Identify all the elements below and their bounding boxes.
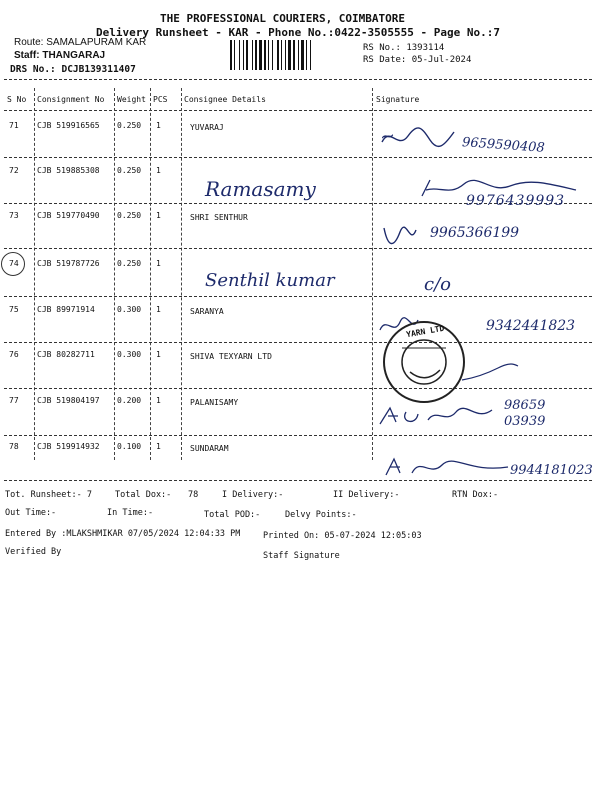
row-divider (4, 248, 592, 249)
handwritten-note: c/o (424, 274, 451, 295)
col-weight: Weight (117, 95, 146, 104)
row-weight: 0.250 (117, 166, 142, 175)
rs-number: RS No.: 1393114 (363, 43, 445, 53)
company-title: THE PROFESSIONAL COURIERS, COIMBATORE (160, 12, 406, 25)
row-consignee: SUNDARAM (190, 444, 229, 453)
row-weight: 0.250 (117, 121, 142, 130)
row-sno: 71 (9, 121, 19, 130)
i-delivery: I Delivery:- (222, 490, 284, 500)
row-pcs: 1 (156, 166, 161, 175)
delvy-points: Delvy Points:- (285, 510, 357, 520)
handwritten-name: Ramasamy (205, 177, 316, 201)
col-sno: S No (7, 95, 27, 104)
runsheet-subtitle: Delivery Runsheet - KAR - Phone No.:0422-3505555 - Page No.:7 (96, 26, 500, 39)
row-sno: 73 (9, 211, 19, 220)
handwritten-phone: 9342441823 (486, 318, 576, 334)
row-consignment: CJB 519770490 (37, 211, 100, 220)
row-weight: 0.250 (117, 259, 142, 268)
tot-runsheet: Tot. Runsheet:- 7 (5, 490, 92, 500)
row-sno: 75 (9, 305, 19, 314)
staff-signature: Staff Signature (263, 551, 340, 561)
row-pcs: 1 (156, 211, 161, 220)
vline-5 (372, 88, 373, 460)
row-divider (4, 296, 592, 297)
barcode-image (230, 40, 358, 70)
row-consignment: CJB 519914932 (37, 442, 100, 451)
row-divider (4, 157, 592, 158)
staff-label: Staff: THANGARAJ (14, 50, 106, 61)
entered-by: Entered By :MLAKSHMIKAR 07/05/2024 12:04:33 PM (5, 529, 241, 539)
column-header-divider (4, 110, 592, 111)
row-weight: 0.300 (117, 305, 142, 314)
row-consignment: CJB 80282711 (37, 350, 95, 359)
row-sno: 77 (9, 396, 19, 405)
header-divider (4, 79, 592, 80)
row-sno: 78 (9, 442, 19, 451)
row-weight: 0.200 (117, 396, 142, 405)
row-consignee: YUVARAJ (190, 123, 224, 132)
handwritten-phone: 9976439993 (466, 193, 566, 209)
rs-date: RS Date: 05-Jul-2024 (363, 55, 472, 65)
vline-4 (181, 88, 182, 460)
handwritten-phone: 98659 03939 (504, 398, 546, 429)
row-consignee: SHRI SENTHUR (190, 213, 248, 222)
vline-1 (34, 88, 35, 460)
row-weight: 0.300 (117, 350, 142, 359)
row-divider (4, 342, 592, 343)
ii-delivery: II Delivery:- (333, 490, 400, 500)
vline-2 (114, 88, 115, 460)
row-sno: 72 (9, 166, 19, 175)
row-weight: 0.100 (117, 442, 142, 451)
row-sno: 74 (9, 259, 19, 268)
out-time: Out Time:- (5, 508, 57, 518)
row-consignment: CJB 89971914 (37, 305, 95, 314)
handwritten-phone: 9944181023 (510, 463, 593, 478)
handwritten-phone: 9965366199 (430, 225, 520, 241)
row-divider (4, 388, 592, 389)
route-label: Route: SAMALAPURAM KAR (14, 37, 147, 48)
signature-scribble (378, 122, 458, 154)
col-signature: Signature (376, 95, 420, 104)
row-consignment: CJB 519787726 (37, 259, 100, 268)
row-pcs: 1 (156, 442, 161, 451)
signature-scribble (380, 222, 420, 252)
row-consignment: CJB 519916565 (37, 121, 100, 130)
handwritten-phone: 9659590408 (461, 135, 546, 156)
row-weight: 0.250 (117, 211, 142, 220)
col-pcs: PCS (153, 95, 168, 104)
row-consignment: CJB 519885308 (37, 166, 100, 175)
col-consignment: Consignment No (37, 95, 105, 104)
signature-scribble (376, 402, 496, 428)
verified-by: Verified By (5, 547, 62, 557)
total-pod: Total POD:- (204, 510, 261, 520)
stamp-label: YARN LTD (405, 323, 446, 340)
table-bottom-divider (4, 480, 592, 481)
signature-scribble (460, 360, 520, 384)
row-pcs: 1 (156, 305, 161, 314)
row-consignee: SHIVA TEXYARN LTD (190, 352, 272, 361)
row-pcs: 1 (156, 350, 161, 359)
row-pcs: 1 (156, 396, 161, 405)
row-consignee: PALANISAMY (190, 398, 239, 407)
printed-on: Printed On: 05-07-2024 12:05:03 (263, 531, 422, 541)
rtn-dox: RTN Dox:- (452, 490, 499, 500)
row-pcs: 1 (156, 121, 161, 130)
signature-scribble: ~ (378, 125, 397, 148)
row-sno: 76 (9, 350, 19, 359)
vline-3 (150, 88, 151, 460)
handwritten-name: Senthil kumar (205, 270, 335, 291)
total-dox-value: 78 (188, 490, 199, 500)
drs-number: DRS No.: DCJB139311407 (10, 64, 136, 75)
col-consignee: Consignee Details (184, 95, 266, 104)
row-consignment: CJB 519804197 (37, 396, 100, 405)
total-dox-label: Total Dox:- (115, 490, 172, 500)
row-divider (4, 435, 592, 436)
row-pcs: 1 (156, 259, 161, 268)
row-consignee: SARANYA (190, 307, 224, 316)
in-time: In Time:- (107, 508, 154, 518)
signature-scribble (382, 455, 512, 479)
